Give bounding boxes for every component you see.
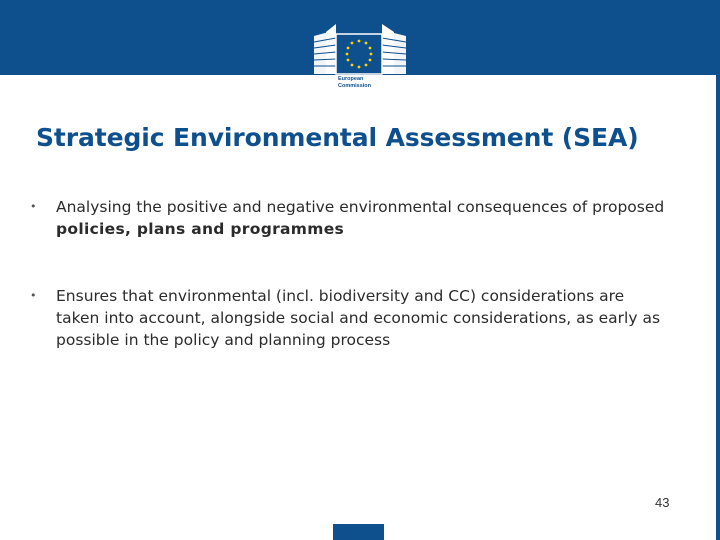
bullet-text-plain: Analysing the positive and negative environmental consequences of proposed (56, 198, 665, 216)
right-edge-bar (716, 0, 720, 540)
bullet-icon: • (30, 200, 37, 213)
logo-caption (336, 76, 386, 96)
bullet-item (30, 285, 670, 351)
footer-bar (333, 524, 384, 540)
slide-title: Strategic Environmental Assessment (SEA) (36, 123, 639, 152)
bullet-text-bold: policies, plans and programmes (56, 220, 345, 238)
bullet-text: Ensures that environmental (incl. biodiversity and CC) considerations are taken into account, alongside social and economic considerations, as early as possible in the policy and planning process (56, 287, 661, 349)
logo-caption-line2: Commission (338, 83, 372, 89)
bullet-item (30, 196, 670, 240)
logo-caption-line1: European (338, 76, 364, 82)
page-number: 43 (655, 495, 670, 510)
commission-building-icon (296, 14, 424, 78)
bullet-text (56, 196, 670, 240)
bullet-icon: • (30, 289, 37, 302)
